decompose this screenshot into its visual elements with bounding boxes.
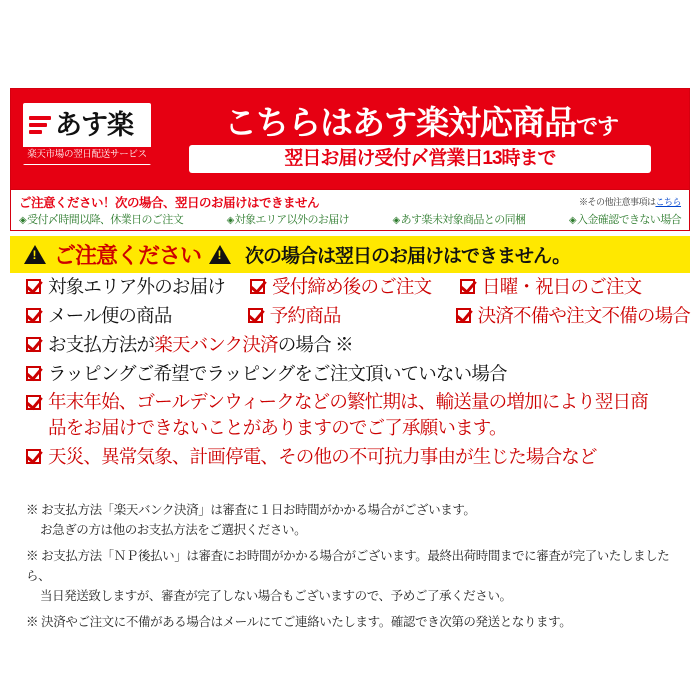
checklist-item — [26, 302, 248, 329]
footnote-line: お急ぎの方は他のお支払方法をご選択ください。 — [40, 523, 307, 537]
notice-item — [569, 211, 681, 227]
checklist — [10, 273, 690, 472]
notice-strip-items — [19, 211, 681, 227]
notice-strip — [10, 190, 690, 231]
checklist-item-label: 対象エリア外のお届け — [48, 276, 226, 297]
check-icon — [26, 337, 41, 352]
checklist-item — [26, 443, 597, 470]
check-icon — [26, 279, 41, 294]
notice-item-label: 受付〆時間以降、休業日のご注文 — [27, 214, 184, 226]
checklist-item-label: 年末年始、ゴールデンウィークなどの繁忙期は、輸送量の増加により翌日商品をお届けできないことがありますのでご了承願います。 — [48, 391, 648, 438]
checklist-item-label: 予約商品 — [269, 305, 341, 326]
check-icon — [26, 366, 41, 381]
check-icon — [456, 308, 471, 323]
banner-headline — [161, 97, 681, 144]
banner-headline-main: こちらはあす楽対応商品 — [223, 104, 576, 141]
checklist-row — [10, 443, 690, 470]
banner-deadline-box: 翌日お届け受付〆営業日13時まで — [189, 145, 651, 173]
check-icon — [26, 395, 41, 410]
footnotes — [26, 500, 676, 638]
banner-inner — [11, 89, 689, 189]
warning-triangle-icon — [24, 245, 46, 264]
checklist-item — [26, 331, 353, 358]
other-info-link[interactable]: こちら — [655, 197, 681, 207]
checklist-row — [10, 273, 690, 300]
checklist-item-label: 受付締め後のご注文 — [272, 276, 432, 297]
warning-triangle-icon — [209, 245, 231, 264]
notice-item-label: 対象エリア以外のお届け — [234, 214, 350, 226]
notice-item-label: あす楽未対象商品との同梱 — [400, 214, 526, 226]
footnote — [26, 612, 676, 632]
other-info-prefix: ※その他注意事項は — [578, 197, 656, 207]
asuraku-logo-text: あす楽 — [55, 109, 133, 140]
checklist-item-label: メール便の商品 — [48, 305, 172, 326]
check-icon — [460, 279, 475, 294]
checklist-item-label: 天災、異常気象、計画停電、その他の不可抗力事由が生じた場合など — [48, 446, 597, 467]
footnote-line: ※ お支払方法「ＮＰ後払い」は審査にお時間がかかる場合がございます。最終出荷時間までに審査が完了いたしましたら、 — [26, 549, 670, 583]
checklist-item-label: ラッピングご希望でラッピングをご注文頂いていない場合 — [48, 363, 507, 384]
checklist-item — [26, 389, 663, 441]
checklist-item — [250, 273, 460, 300]
checklist-item — [248, 302, 456, 329]
bullet-diamond-icon: ◈ — [19, 215, 27, 226]
caution-header — [10, 236, 690, 273]
bullet-diamond-icon: ◈ — [392, 215, 400, 226]
notice-item — [19, 211, 183, 227]
other-info-note — [579, 195, 681, 208]
footnote — [26, 500, 676, 540]
check-icon — [26, 449, 41, 464]
banner-headline-suffix: です — [575, 114, 618, 139]
checklist-row — [10, 360, 690, 387]
asuraku-bars-icon — [29, 116, 51, 134]
caution-title: ご注意ください — [54, 243, 202, 268]
footnote — [26, 546, 676, 606]
check-icon — [250, 279, 265, 294]
asuraku-logo-subtext: 楽天市場の翌日配送サービス — [23, 147, 151, 164]
checklist-item — [26, 360, 507, 387]
checklist-item-label: 決済不備や注文不備の場合 — [477, 305, 690, 326]
checklist-item — [26, 273, 250, 300]
check-icon — [26, 308, 41, 323]
footnote-line: ※ 決済やご注文に不備がある場合はメールにてご連絡いたします。確認でき次第の発送となります。 — [26, 615, 572, 629]
bullet-diamond-icon: ◈ — [568, 215, 576, 226]
notice-item-label: 入金確認できない場合 — [577, 214, 681, 226]
checklist-row — [10, 302, 690, 329]
asuraku-logo-row — [23, 103, 151, 147]
footnote-line: 当日発送致しますが、審査が完了しない場合もございますので、予めご了承ください。 — [40, 589, 512, 603]
asuraku-logo — [23, 103, 151, 165]
checklist-row — [10, 331, 690, 358]
check-icon — [248, 308, 263, 323]
checklist-item-label: お支払方法が楽天バンク決済の場合 ※ — [48, 334, 353, 355]
footnote-line: ※ お支払方法「楽天バンク決済」は審査に１日お時間がかかる場合がございます。 — [26, 503, 476, 517]
notice-item — [227, 211, 350, 227]
checklist-row — [10, 389, 690, 441]
checklist-item — [456, 302, 690, 329]
highlighted-term: 楽天バンク決済 — [154, 334, 278, 355]
bullet-diamond-icon: ◈ — [226, 215, 234, 226]
caution-subtitle: 次の場合は翌日のお届けはできません。 — [245, 246, 571, 267]
notice-item — [393, 211, 526, 227]
checklist-item-label: 日曜・祝日のご注文 — [482, 276, 642, 297]
notice-strip-title: ご注意ください！次の場合、翌日のお届けはできません — [19, 196, 320, 210]
checklist-item — [460, 273, 641, 300]
asuraku-banner — [10, 88, 690, 190]
